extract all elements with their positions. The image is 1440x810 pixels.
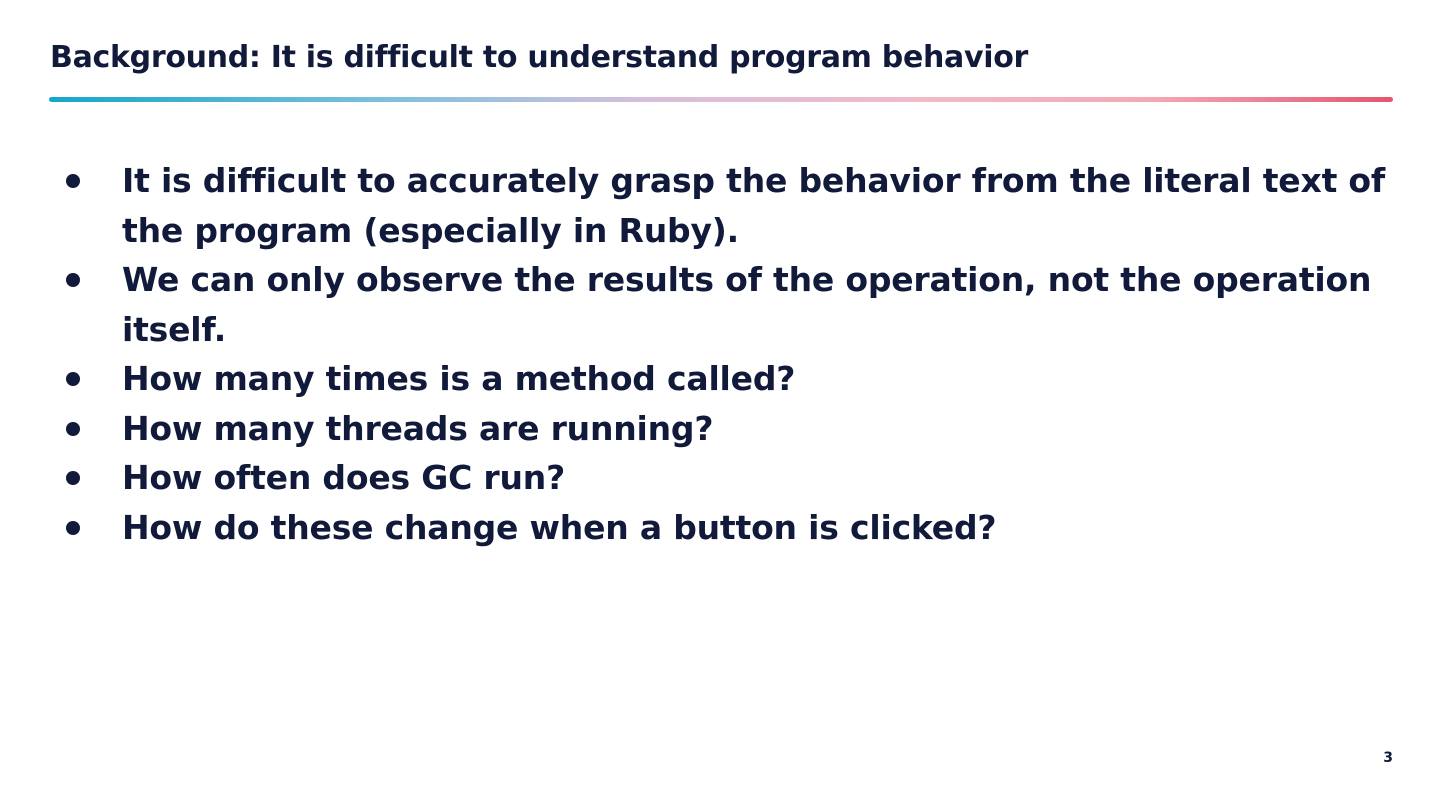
- bullet-dot-icon: [66, 422, 80, 436]
- page-number: 3: [1383, 750, 1393, 766]
- bullet-item: [62, 503, 1392, 553]
- bullet-list: [62, 156, 1392, 552]
- bullet-dot-icon: [66, 372, 80, 386]
- bullet-text: How do these change when a button is clicked?: [122, 507, 997, 547]
- bullet-dot-icon: [66, 471, 80, 485]
- bullet-item: [62, 255, 1392, 354]
- bullet-text: How often does GC run?: [122, 458, 566, 497]
- slide-title: Background: It is difficult to understand program behavior: [50, 40, 1029, 75]
- title-gradient-rule: [49, 97, 1393, 102]
- bullet-item: [62, 453, 1392, 503]
- bullet-dot-icon: [66, 273, 80, 287]
- bullet-item: [62, 404, 1392, 454]
- bullet-text: How many threads are running?: [122, 408, 714, 448]
- bullet-dot-icon: [66, 174, 80, 188]
- bullet-text: We can only observe the results of the operation, not the operation itself.: [122, 260, 1372, 349]
- bullet-dot-icon: [66, 521, 80, 535]
- bullet-text: It is difficult to accurately grasp the behavior from the literal text of the program (especially in Ruby).: [122, 161, 1386, 250]
- bullet-text: How many times is a method called?: [122, 359, 796, 398]
- bullet-item: [62, 156, 1392, 255]
- bullet-item: [62, 354, 1392, 404]
